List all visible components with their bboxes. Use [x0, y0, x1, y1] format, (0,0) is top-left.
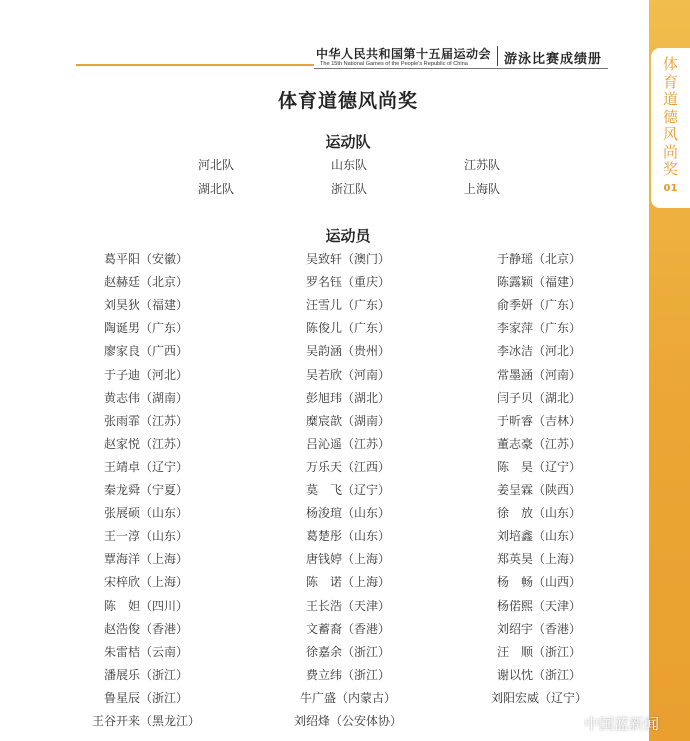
athlete-name: 张雨霏（江苏） [103, 414, 189, 428]
athletes-heading: 运动员 [325, 227, 371, 245]
athlete-name: 鲁星辰（浙江） [103, 691, 189, 705]
header-event-title-en: The 15th National Games of the People's Republic of China [320, 61, 468, 67]
athlete-name: 赵赫廷（北京） [103, 275, 189, 289]
athlete-name: 彭旭玮（湖北） [305, 391, 391, 405]
athlete-name: 杨浚瑄（山东） [305, 506, 391, 520]
athlete-name: 徐 放（山东） [496, 506, 582, 520]
athlete-name: 于子迪（河北） [103, 368, 189, 382]
athlete-name: 赵家悦（江苏） [103, 437, 189, 451]
athlete-name: 谢以忱（浙江） [496, 668, 582, 682]
athlete-name: 吴致轩（澳门） [305, 252, 391, 266]
athlete-name: 秦龙舜（宁夏） [103, 483, 189, 497]
athlete-name: 郑英昊（上海） [496, 552, 582, 566]
athlete-name: 王靖卓（辽宁） [103, 460, 189, 474]
team-item: 江苏队 [463, 158, 501, 172]
athlete-name: 陈俊儿（广东） [305, 321, 391, 335]
athlete-name: 吴韵涵（贵州） [305, 344, 391, 358]
athlete-name: 糜宸歆（湖南） [305, 414, 391, 428]
team-item: 浙江队 [330, 182, 368, 196]
athlete-name: 赵浩俊（香港） [103, 622, 189, 636]
team-item: 上海队 [463, 182, 501, 196]
athlete-name: 常墨涵（河南） [496, 368, 582, 382]
athlete-name: 徐嘉余（浙江） [305, 645, 391, 659]
athlete-name: 刘昊狄（福建） [103, 298, 189, 312]
page-title: 体育道德风尚奖 [277, 90, 418, 112]
athlete-name: 于昕睿（吉林） [496, 414, 582, 428]
athlete-name: 刘阳宏威（辽宁） [490, 691, 588, 705]
athlete-name: 张展硕（山东） [103, 506, 189, 520]
athlete-name: 刘培鑫（山东） [496, 529, 582, 543]
header-divider [497, 46, 498, 66]
side-tab-title: 体 育 道 德 风 尚 奖 [662, 55, 678, 178]
athlete-name: 王谷开来（黑龙江） [91, 714, 201, 728]
athlete-name: 陈露颖（福建） [496, 275, 582, 289]
athlete-name: 王长浩（天津） [305, 599, 391, 613]
athlete-name: 吴若欣（河南） [305, 368, 391, 382]
athlete-name: 廖家良（广西） [103, 344, 189, 358]
team-item: 河北队 [197, 158, 235, 172]
athlete-name: 陈 妲（四川） [103, 599, 189, 613]
side-tab-page-number: 01 [663, 183, 678, 194]
athlete-name: 李家萍（广东） [496, 321, 582, 335]
athlete-name: 杨 畅（山西） [496, 575, 582, 589]
athlete-name: 吕沁遥（江苏） [305, 437, 391, 451]
athlete-name: 闫子贝（湖北） [496, 391, 582, 405]
athlete-name: 莫 飞（辽宁） [305, 483, 391, 497]
team-item: 山东队 [330, 158, 368, 172]
athlete-name: 覃海洋（上海） [103, 552, 189, 566]
athlete-name: 杨偌熙（天津） [496, 599, 582, 613]
athlete-name: 罗名钰（重庆） [305, 275, 391, 289]
athlete-name: 葛楚彤（山东） [305, 529, 391, 543]
header-event-title: 中华人民共和国第十五届运动会 [316, 47, 492, 61]
athlete-name: 刘绍烽（公安体协） [293, 714, 403, 728]
weibo-icon [560, 714, 580, 731]
athlete-name: 俞季妍（广东） [496, 298, 582, 312]
athlete-name: 陈 昊（辽宁） [496, 460, 582, 474]
athlete-name: 潘展乐（浙江） [103, 668, 189, 682]
athlete-name: 唐钱婷（上海） [305, 552, 391, 566]
athlete-name: 费立纬（浙江） [305, 668, 391, 682]
athlete-name: 汪雪儿（广东） [305, 298, 391, 312]
header-book-title: 游泳比赛成绩册 [504, 52, 603, 67]
athlete-name: 李冰洁（河北） [496, 344, 582, 358]
athlete-name: 文蓄裔（香港） [305, 622, 391, 636]
athlete-name: 陈 诺（上海） [305, 575, 391, 589]
athlete-name: 董志豪（江苏） [496, 437, 582, 451]
watermark-text: 中国蓝新闻 [584, 715, 660, 733]
athlete-name: 葛平阳（安徽） [103, 252, 189, 266]
header-line-gold [76, 64, 314, 66]
athlete-name: 黄志伟（湖南） [103, 391, 189, 405]
athlete-name: 于静瑶（北京） [496, 252, 582, 266]
athlete-name: 王一淳（山东） [103, 529, 189, 543]
team-item: 湖北队 [197, 182, 235, 196]
athlete-name: 姜呈霖（陕西） [496, 483, 582, 497]
athlete-name: 宋梓欣（上海） [103, 575, 189, 589]
teams-heading: 运动队 [325, 133, 371, 151]
athlete-name: 陶诞男（广东） [103, 321, 189, 335]
athlete-name: 万乐天（江西） [305, 460, 391, 474]
header-line-grey [314, 68, 608, 69]
athlete-name: 汪 顺（浙江） [496, 645, 582, 659]
athlete-name: 刘绍宇（香港） [496, 622, 582, 636]
athlete-name: 朱雷桔（云南） [103, 645, 189, 659]
athlete-name: 牛广盛（内蒙古） [299, 691, 397, 705]
